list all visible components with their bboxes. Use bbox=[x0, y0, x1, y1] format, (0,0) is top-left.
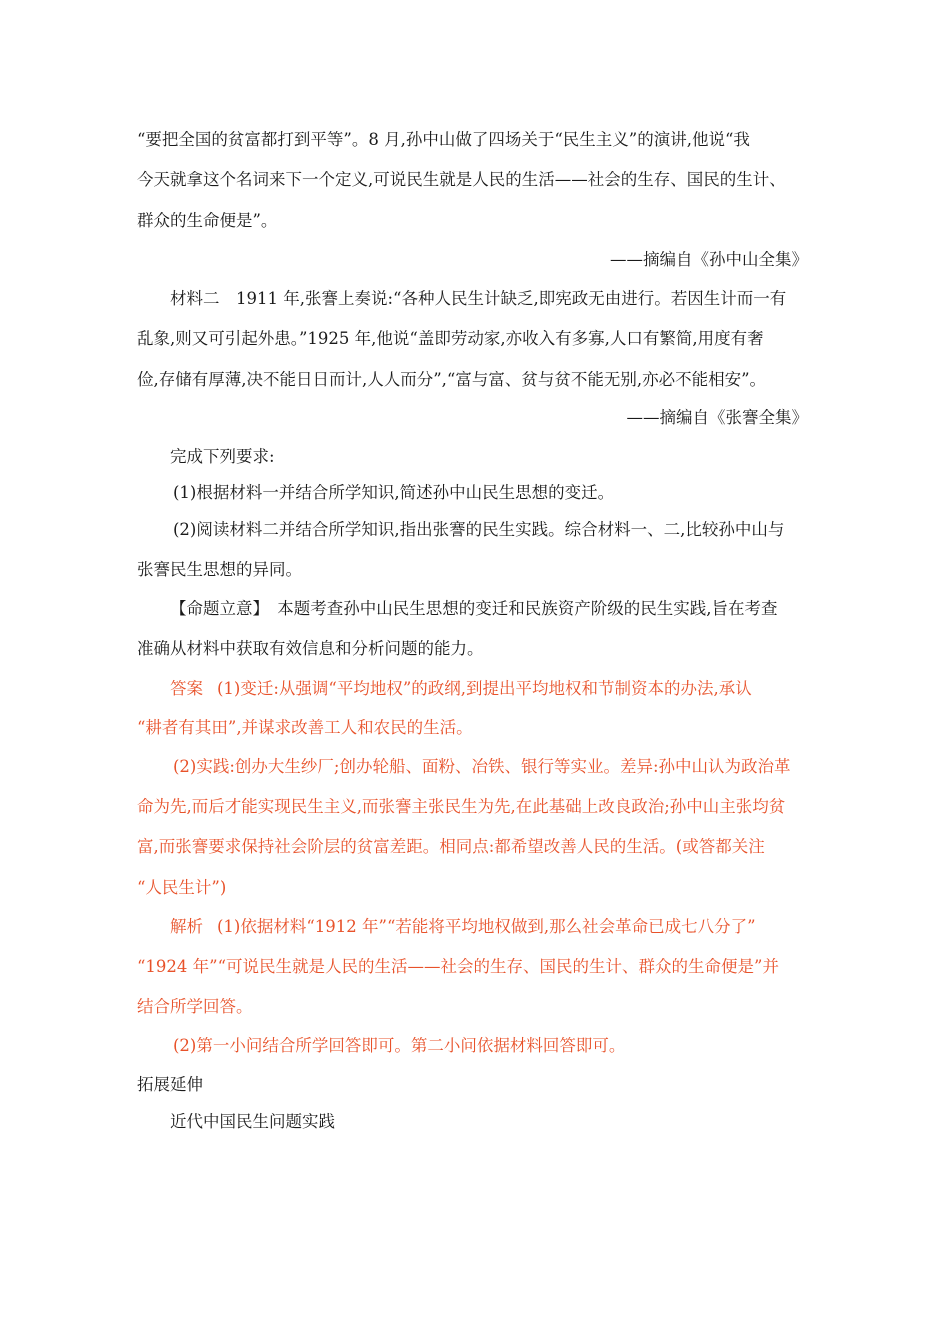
analysis-text-1: (1)依据材料“1912 年”“若能将平均地权做到,那么社会革命已成七八分了” bbox=[217, 917, 756, 936]
task-question-1: (1)根据材料一并结合所学知识,简述孙中山民生思想的变迁。 bbox=[173, 483, 615, 502]
material1-line-2: 今天就拿这个名词来下一个定义,可说民生就是人民的生活——社会的生存、国民的生计、 bbox=[137, 170, 786, 189]
extension-title: 近代中国民生问题实践 bbox=[170, 1112, 335, 1131]
answer-line-5: 富,而张謇要求保持社会阶层的贫富差距。相同点:都希望改善人民的生活。(或答都关注 bbox=[137, 837, 765, 856]
intent-line-2: 准确从材料中获取有效信息和分析问题的能力。 bbox=[137, 639, 484, 658]
extension-heading: 拓展延伸 bbox=[137, 1075, 203, 1094]
material2-line-2: 乱象,则又可引起外患。”1925 年,他说“盖即劳动家,亦收入有多寡,人口有繁简,用度有奢 bbox=[137, 329, 764, 348]
answer-line-1 bbox=[170, 677, 752, 701]
answer-line-3: (2)实践:创办大生纱厂;创办轮船、面粉、冶铁、银行等实业。差异:孙中山认为政治革 bbox=[173, 757, 791, 776]
analysis-line-1 bbox=[170, 915, 756, 939]
answer-text-1: (1)变迁:从强调“平均地权”的政纲,到提出平均地权和节制资本的办法,承认 bbox=[217, 679, 752, 698]
analysis-label: 解析 bbox=[170, 917, 203, 936]
material1-line-1: “要把全国的贫富都打到平等”。8 月,孙中山做了四场关于“民生主义”的演讲,他说“我 bbox=[137, 130, 750, 149]
material1-source: ——摘编自《孙中山全集》 bbox=[610, 250, 808, 269]
answer-line-2: “耕者有其田”,并谋求改善工人和农民的生活。 bbox=[137, 718, 473, 737]
task-intro: 完成下列要求: bbox=[170, 447, 275, 466]
analysis-line-4: (2)第一小问结合所学回答即可。第二小问依据材料回答即可。 bbox=[173, 1036, 626, 1055]
analysis-line-2: “1924 年”“可说民生就是人民的生活——社会的生存、国民的生计、群众的生命便是”并 bbox=[137, 957, 779, 976]
answer-line-6: “人民生计”) bbox=[137, 878, 227, 897]
answer-label: 答案 bbox=[170, 679, 203, 698]
material1-line-3: 群众的生命便是”。 bbox=[137, 211, 278, 230]
task-question-2-line-2: 张謇民生思想的异同。 bbox=[137, 560, 302, 579]
material2-source: ——摘编自《张謇全集》 bbox=[626, 408, 808, 427]
task-question-2-line-1: (2)阅读材料二并结合所学知识,指出张謇的民生实践。综合材料一、二,比较孙中山与 bbox=[173, 520, 785, 539]
material2-line-3: 俭,存储有厚薄,决不能日日而计,人人而分”,“富与富、贫与贫不能无别,亦必不能相安”。 bbox=[137, 370, 767, 389]
answer-line-4: 命为先,而后才能实现民生主义,而张謇主张民生为先,在此基础上改良政治;孙中山主张均贫 bbox=[137, 797, 786, 816]
material2-line-1: 材料二 1911 年,张謇上奏说:“各种人民生计缺乏,即宪政无由进行。若因生计而一有 bbox=[170, 289, 787, 308]
intent-line-1: 【命题立意】 本题考查孙中山民生思想的变迁和民族资产阶级的民生实践,旨在考查 bbox=[170, 599, 778, 618]
analysis-line-3: 结合所学回答。 bbox=[137, 997, 253, 1016]
